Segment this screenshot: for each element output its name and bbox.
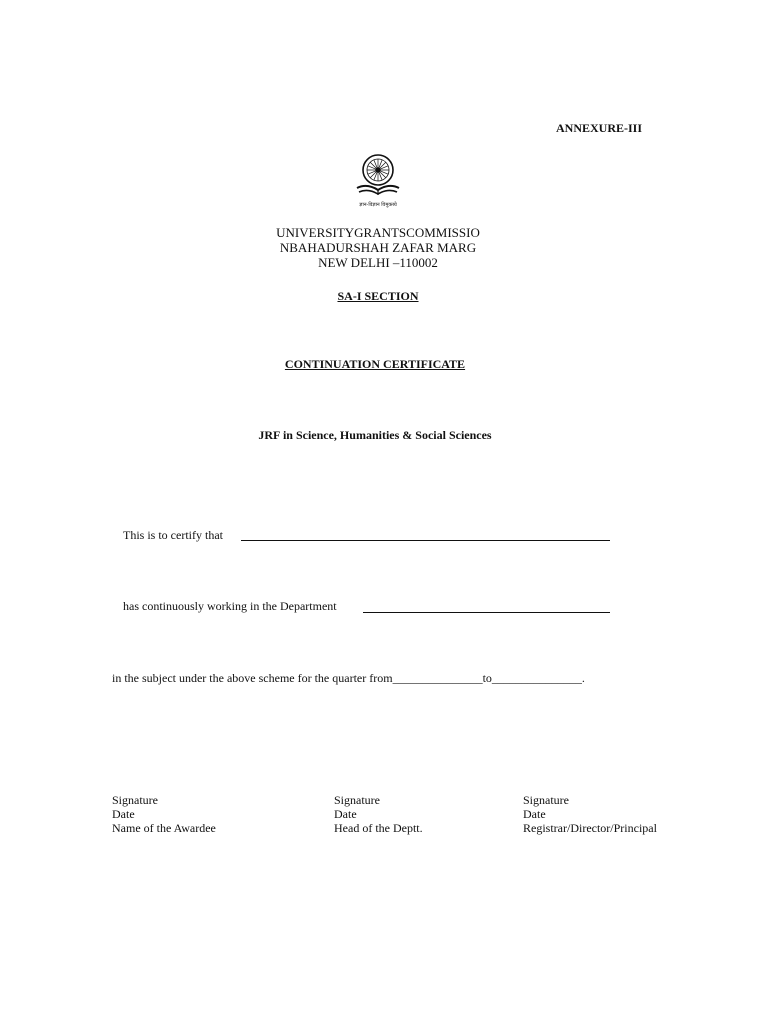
role-label: Name of the Awardee (112, 821, 216, 835)
awardee-signature-block (112, 793, 216, 835)
certify-text: This is to certify that (123, 528, 223, 542)
signature-label: Signature (334, 793, 380, 807)
registrar-signature-block (523, 793, 657, 835)
quarter-text: in the subject under the above scheme for the quarter from (112, 671, 393, 685)
quarter-to-blank[interactable]: _______________ (491, 671, 582, 685)
quarter-line (112, 671, 585, 686)
annexure-label: ANNEXURE-III (556, 121, 643, 135)
department-blank[interactable] (363, 612, 610, 613)
date-label: Date (334, 807, 357, 821)
awardee-name-blank[interactable] (241, 540, 610, 541)
head-signature-block (334, 793, 423, 835)
signature-label: Signature (112, 793, 158, 807)
scheme-title: JRF in Science, Humanities & Social Sciences (258, 428, 492, 442)
address-block (260, 225, 496, 270)
department-text: has continuously working in the Department (123, 599, 337, 613)
quarter-to-label: to (482, 671, 492, 685)
signature-label: Signature (523, 793, 569, 807)
address-line-1: UNIVERSITYGRANTSCOMMISSIO (276, 225, 480, 240)
section-title: SA-I SECTION (337, 289, 419, 303)
role-label: Head of the Deptt. (334, 821, 423, 835)
ugc-logo-icon (351, 150, 405, 212)
role-label: Registrar/Director/Principal (523, 821, 657, 835)
date-label: Date (112, 807, 135, 821)
date-label: Date (523, 807, 546, 821)
quarter-end-period: . (581, 671, 585, 685)
logo-caption: ज्ञान-विज्ञान विमुक्तये (359, 202, 397, 208)
address-line-3: NEW DELHI –110002 (318, 255, 438, 270)
certificate-title: CONTINUATION CERTIFICATE (284, 357, 466, 371)
address-line-2: NBAHADURSHAH ZAFAR MARG (279, 240, 477, 255)
quarter-from-blank[interactable]: _______________ (392, 671, 483, 685)
